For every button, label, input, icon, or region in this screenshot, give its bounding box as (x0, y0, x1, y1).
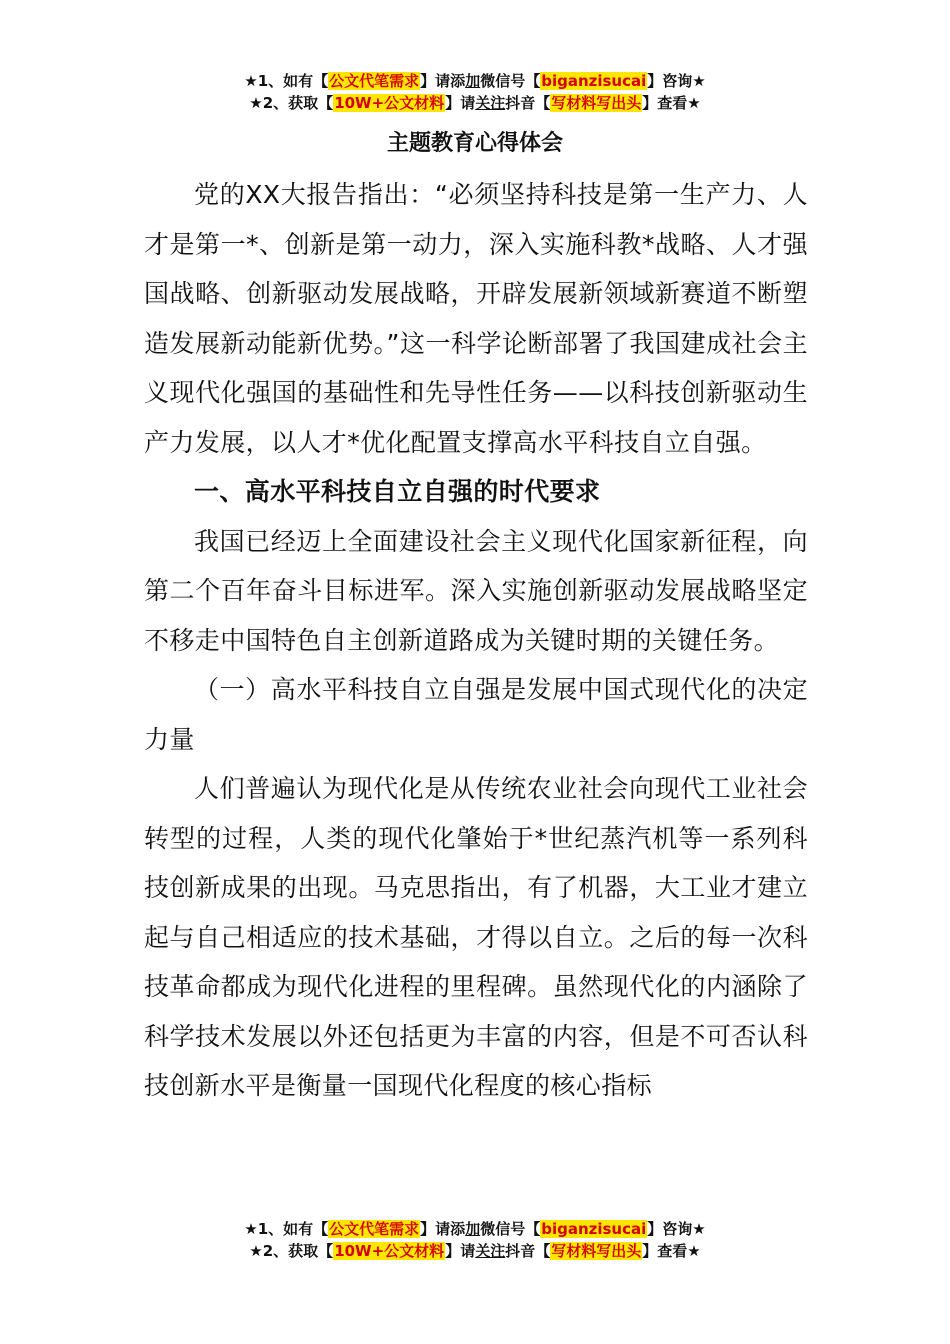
subsection-heading-1: （一）高水平科技自立自强是发展中国式现代化的决定力量 (144, 675, 808, 754)
promo-underline: 关注 (475, 1242, 506, 1260)
promo-underline: 关注 (475, 94, 506, 112)
promo-text: ★1、如有【 (244, 1220, 329, 1238)
promo-underline: 加 (465, 1220, 481, 1238)
promo-highlight: 10W+公文材料 (334, 1242, 445, 1260)
promo-text: 微信号【 (480, 1220, 541, 1238)
promo-highlight: 10W+公文材料 (334, 94, 445, 112)
promo-text: 】请 (445, 94, 476, 112)
promo-highlight: 公文代笔需求 (329, 1220, 420, 1238)
promo-highlight: 写材料写出头 (551, 1242, 642, 1260)
promo-text: 】请 (445, 1242, 476, 1260)
promo-highlight: biganzisucai (541, 72, 647, 90)
document-title: 主题教育心得体会 (386, 131, 563, 156)
paragraph-2: 人们普遍认为现代化是从传统农业社会向现代工业社会转型的过程，人类的现代化肇始于*世纪蒸汽机等一系列科技创新成果的出现。马克思指出，有了机器，大工业才建立起与自己相适应的技术基础，才得以自立。之后的每一次科技革命都成为现代化进程的里程碑。虽然现代化的内涵除了科学技术发展以外还包括更为丰富的内容，但是不可否认科技创新水平是衡量一国现代化程度的核心指标 (144, 774, 808, 1100)
promo-highlight: 写材料写出头 (551, 94, 642, 112)
promo-text: 】查看★ (642, 94, 701, 112)
promo-header (0, 70, 950, 114)
promo-underline: 加 (465, 72, 481, 90)
promo-text: 】请添 (420, 1220, 466, 1238)
promo-highlight: 公文代笔需求 (329, 72, 420, 90)
document-body (144, 170, 808, 1111)
paragraph-intro: 党的XX大报告指出：“必须坚持科技是第一生产力、人才是第一*、创新是第一动力，深入实施科教*战略、人才强国战略、创新驱动发展战略，开辟发展新领域新赛道不断塑造发展新动能新优势。”这一科学论断部署了我国建成社会主义现代化强国的基础性和先导性任务——以科技创新驱动生产力发展，以人才*优化配置支撑高水平科技自立自强。 (144, 180, 808, 457)
section-heading-1: 一、高水平科技自立自强的时代要求 (194, 477, 601, 506)
paragraph-1: 我国已经迈上全面建设社会主义现代化国家新征程，向第二个百年奋斗目标进军。深入实施创新驱动发展战略坚定不移走中国特色自主创新道路成为关键时期的关键任务。 (144, 526, 808, 655)
promo-footer (0, 1218, 950, 1262)
promo-text: ★2、获取【 (249, 1242, 334, 1260)
promo-text: 】咨询★ (647, 1220, 706, 1238)
promo-text: 抖音【 (505, 1242, 551, 1260)
promo-text: 】咨询★ (647, 72, 706, 90)
promo-line-1 (0, 1218, 950, 1240)
promo-line-1 (0, 70, 950, 92)
promo-text: 】查看★ (642, 1242, 701, 1260)
promo-text: ★1、如有【 (244, 72, 329, 90)
promo-text: ★2、获取【 (249, 94, 334, 112)
promo-line-2 (0, 92, 950, 114)
promo-line-2 (0, 1240, 950, 1262)
promo-text: 微信号【 (480, 72, 541, 90)
promo-text: 抖音【 (505, 94, 551, 112)
promo-text: 】请添 (420, 72, 466, 90)
promo-highlight: biganzisucai (541, 1220, 647, 1238)
